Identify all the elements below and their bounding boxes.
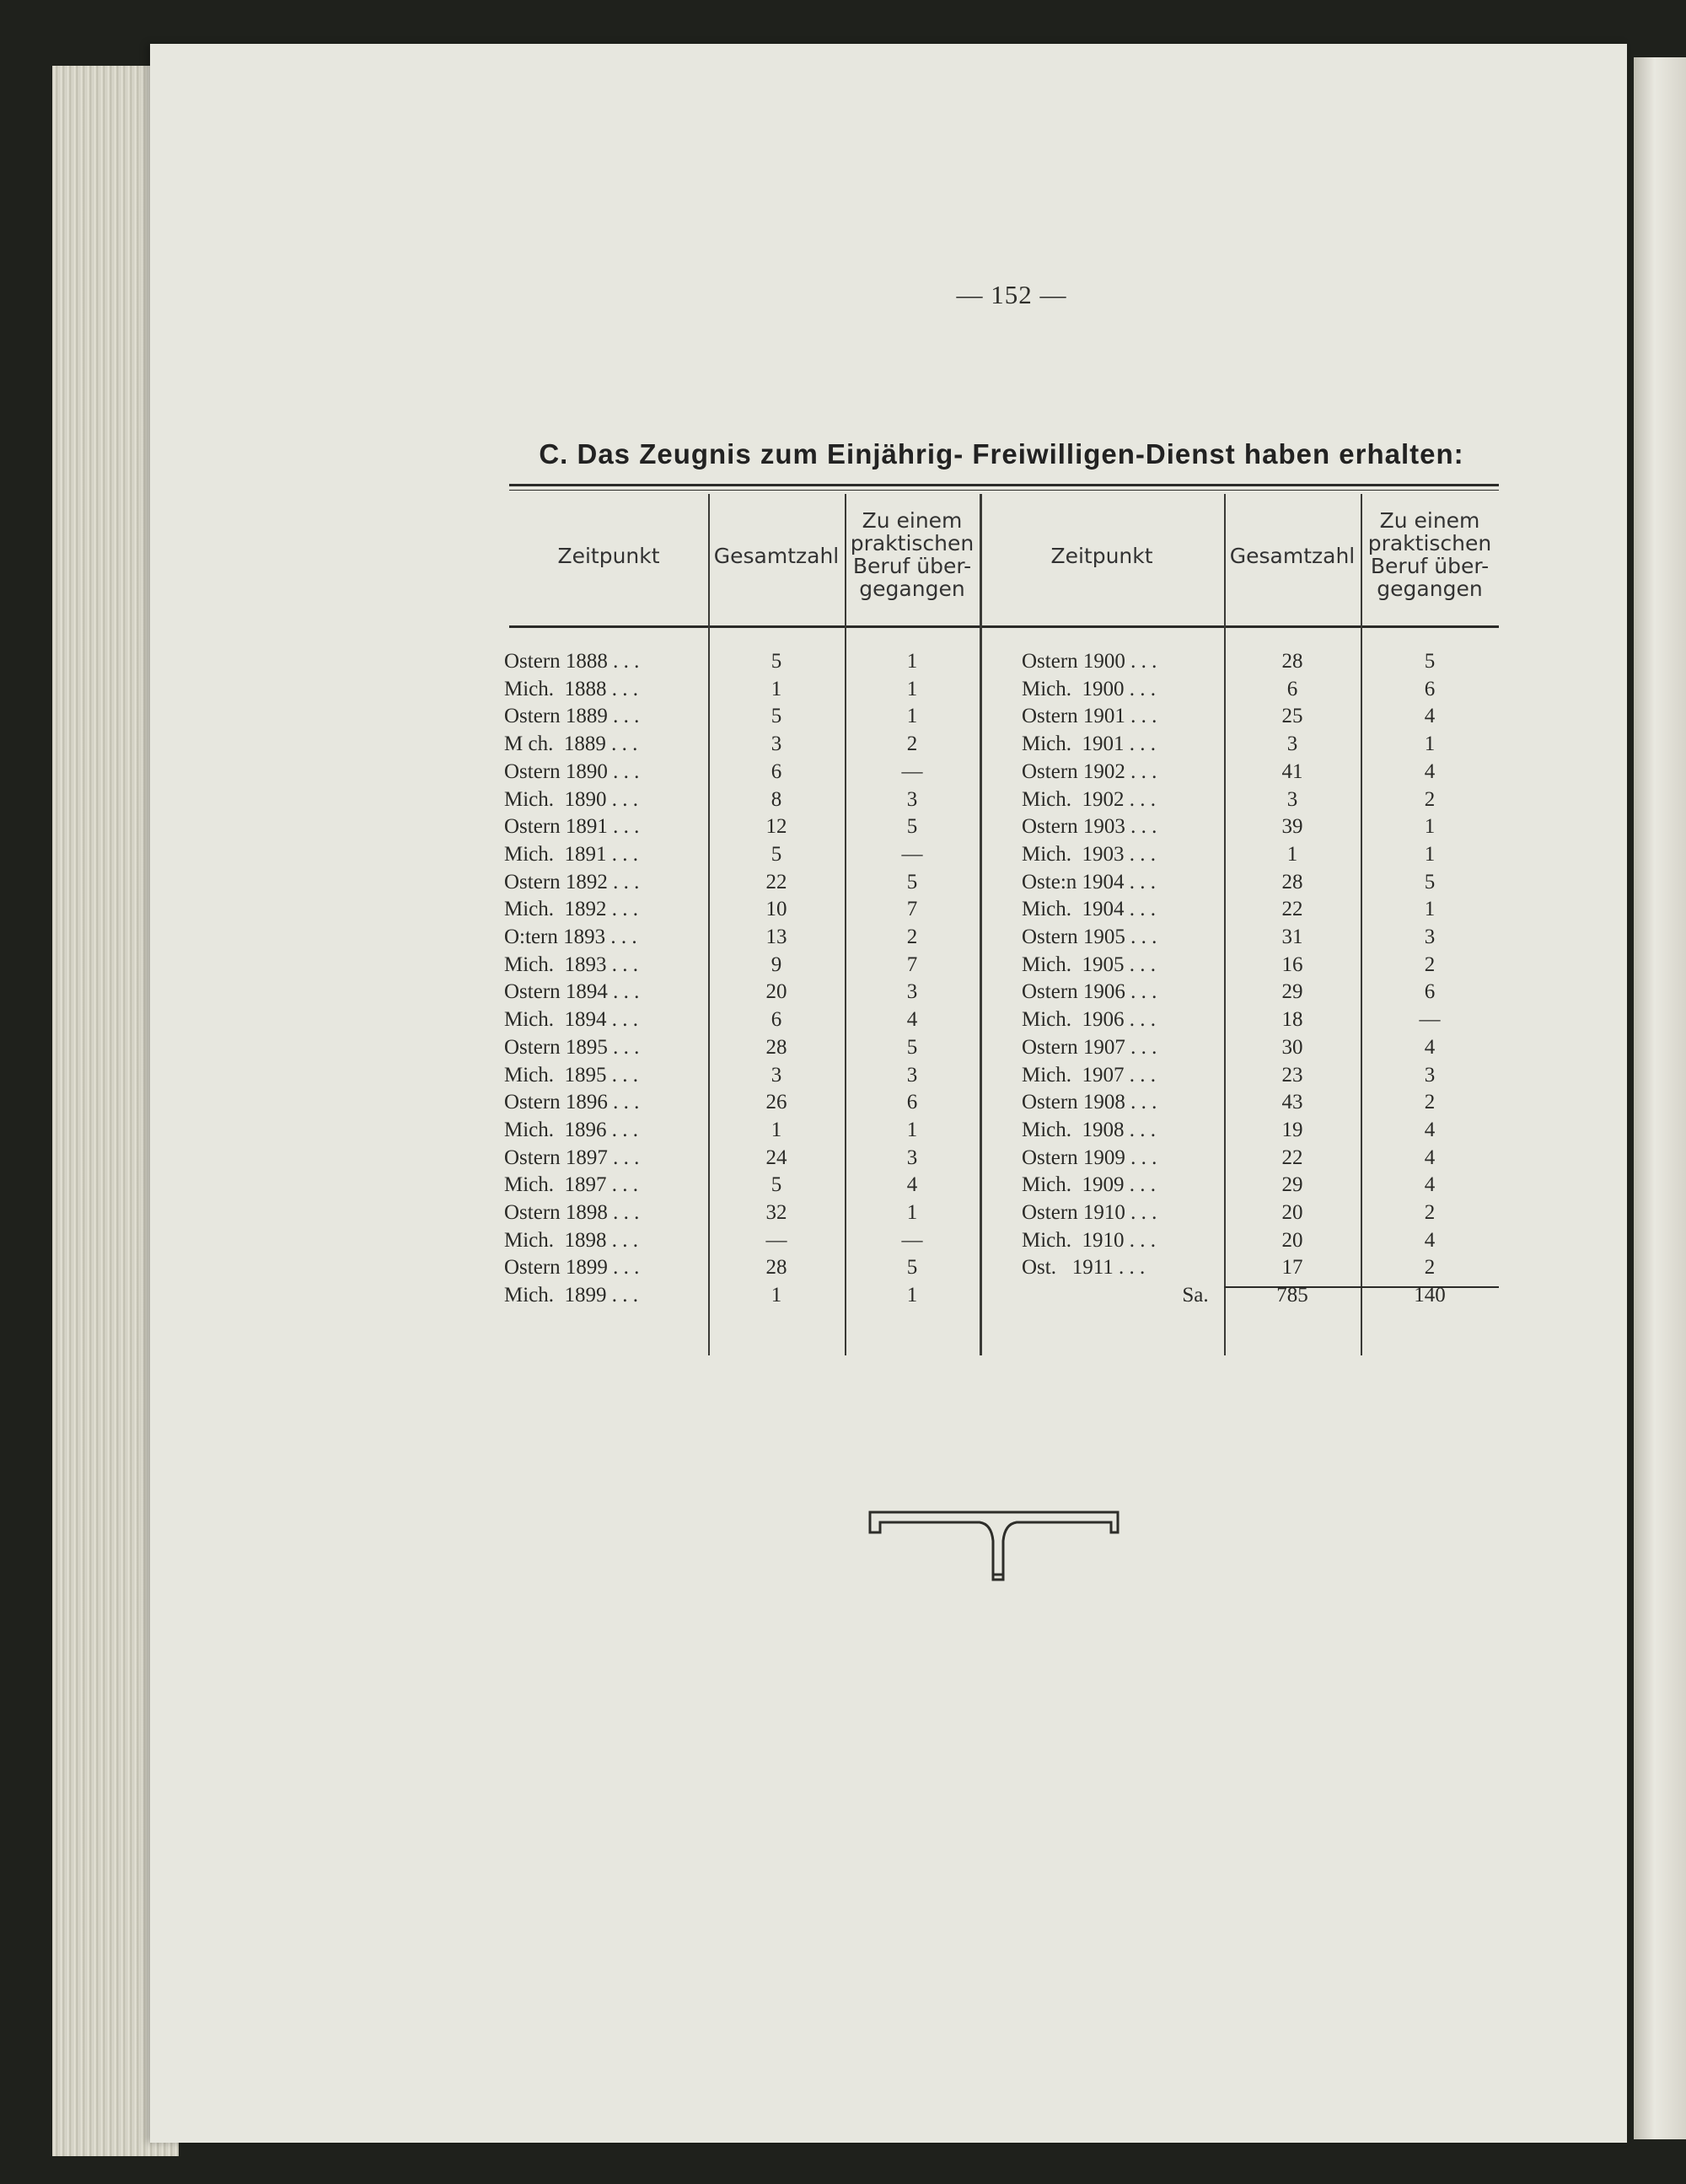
row-gesamtzahl: 31 (1281, 926, 1303, 948)
header-beruf-line: Zu einem (1379, 508, 1480, 533)
row-zeitpunkt: Mich. 1902 . . . (1022, 787, 1157, 811)
row-gesamtzahl: 26 (765, 1091, 787, 1114)
row-gesamtzahl: 3 (1286, 787, 1298, 811)
row-beruf: 2 (906, 732, 918, 756)
row-gesamtzahl: 1 (771, 677, 782, 700)
row-beruf: 1 (1424, 815, 1436, 839)
row-zeitpunkt: Mich. 1904 . . . (1022, 898, 1157, 921)
row-zeitpunkt: O:tern 1893 . . . (504, 926, 637, 948)
row-gesamtzahl: 5 (771, 1173, 782, 1197)
row-gesamtzahl: 23 (1281, 1063, 1303, 1087)
row-gesamtzahl: 3 (771, 732, 782, 756)
row-zeitpunkt: Ostern 1906 . . . (1022, 980, 1157, 1004)
header-gesamtzahl-right: Gesamtzahl (1229, 544, 1356, 568)
row-zeitpunkt: Mich. 1897 . . . (504, 1173, 639, 1197)
row-zeitpunkt: Ostern 1903 . . . (1022, 815, 1157, 839)
row-zeitpunkt: Mich. 1909 . . . (1022, 1173, 1157, 1197)
row-zeitpunkt: Ostern 1896 . . . (504, 1091, 640, 1114)
row-zeitpunkt: Ostern 1902 . . . (1022, 759, 1157, 783)
row-beruf: 4 (1424, 1146, 1436, 1169)
section-title: C. Das Zeugnis zum Einjährig- Freiwilligen-Dienst haben erhalten: (539, 438, 1464, 470)
row-beruf: 4 (1424, 759, 1436, 783)
header-beruf-line: gegangen (1377, 577, 1483, 601)
row-gesamtzahl: 20 (765, 980, 787, 1004)
header-beruf-right (1361, 509, 1499, 600)
header-bottom-rule (509, 625, 1499, 628)
total-label: Sa. (1182, 1284, 1209, 1307)
row-zeitpunkt: Ostern 1900 . . . (1022, 650, 1157, 673)
row-gesamtzahl: 5 (771, 650, 782, 673)
row-gesamtzahl: 9 (771, 952, 782, 976)
row-gesamtzahl: 5 (771, 705, 782, 728)
header-beruf-line: Beruf über- (852, 554, 972, 578)
row-zeitpunkt: Ostern 1890 . . . (504, 759, 640, 783)
row-zeitpunkt: Mich. 1905 . . . (1022, 952, 1157, 976)
row-gesamtzahl: 19 (1281, 1118, 1303, 1141)
row-beruf: 4 (906, 1008, 918, 1032)
row-gesamtzahl: 22 (1281, 1146, 1303, 1169)
row-beruf: 3 (906, 980, 918, 1004)
table-top-rule-thin (509, 490, 1499, 491)
row-beruf: 1 (1424, 732, 1436, 756)
row-beruf: — (901, 759, 923, 783)
row-zeitpunkt: Ostern 1899 . . . (504, 1256, 640, 1280)
header-beruf-left (845, 509, 980, 600)
row-gesamtzahl: 1 (771, 1118, 782, 1141)
header-zeitpunkt-right: Zeitpunkt (1050, 544, 1153, 568)
row-zeitpunkt: Ostern 1895 . . . (504, 1035, 640, 1059)
row-gesamtzahl: 1 (1286, 842, 1298, 866)
row-beruf: 1 (1424, 898, 1436, 921)
row-gesamtzahl: — (765, 1228, 787, 1252)
row-gesamtzahl: 28 (765, 1256, 787, 1280)
row-zeitpunkt: Ost. 1911 . . . (1022, 1256, 1146, 1280)
row-zeitpunkt: Mich. 1895 . . . (504, 1063, 639, 1087)
row-gesamtzahl: 28 (765, 1035, 787, 1059)
row-beruf: — (901, 1228, 923, 1252)
row-beruf: 4 (1424, 1228, 1436, 1252)
ornament-icon (868, 1507, 1130, 1583)
row-beruf: — (901, 842, 923, 866)
page-number: — 152 — (956, 280, 1067, 309)
row-zeitpunkt: Mich. 1898 . . . (504, 1228, 639, 1252)
row-zeitpunkt: M ch. 1889 . . . (504, 732, 638, 756)
header-zeitpunkt-left: Zeitpunkt (557, 544, 660, 568)
row-zeitpunkt: Ostern 1910 . . . (1022, 1201, 1157, 1224)
row-beruf: 2 (906, 926, 918, 948)
row-gesamtzahl: 29 (1281, 980, 1303, 1004)
row-gesamtzahl: 3 (771, 1063, 782, 1087)
header-beruf-line: Beruf über- (1370, 554, 1490, 578)
row-gesamtzahl: 1 (771, 1284, 782, 1307)
row-gesamtzahl: 32 (765, 1201, 787, 1224)
row-zeitpunkt: Ostern 1892 . . . (504, 870, 640, 893)
row-beruf: 6 (1424, 980, 1436, 1004)
row-gesamtzahl: 41 (1281, 759, 1303, 783)
row-zeitpunkt: Mich. 1893 . . . (504, 952, 639, 976)
row-beruf: 1 (906, 1118, 918, 1141)
row-gesamtzahl: 28 (1281, 870, 1303, 893)
row-gesamtzahl: 10 (765, 898, 787, 921)
row-zeitpunkt: Mich. 1900 . . . (1022, 677, 1157, 700)
header-beruf-line: gegangen (859, 577, 965, 601)
row-gesamtzahl: 20 (1281, 1228, 1303, 1252)
row-gesamtzahl: 24 (765, 1146, 787, 1169)
header-beruf-line: praktischen (1367, 531, 1492, 555)
row-zeitpunkt: Ostern 1909 . . . (1022, 1146, 1157, 1169)
row-beruf: 4 (1424, 705, 1436, 728)
row-gesamtzahl: 20 (1281, 1201, 1303, 1224)
row-zeitpunkt: Ostern 1908 . . . (1022, 1091, 1157, 1114)
row-beruf: 4 (1424, 1035, 1436, 1059)
row-beruf: 3 (906, 1146, 918, 1169)
row-gesamtzahl: 6 (771, 1008, 782, 1032)
row-beruf: 5 (1424, 650, 1436, 673)
header-beruf-line: Zu einem (862, 508, 963, 533)
row-zeitpunkt: Ostern 1907 . . . (1022, 1035, 1157, 1059)
row-beruf: 1 (906, 1284, 918, 1307)
row-beruf: 3 (1424, 926, 1436, 948)
row-zeitpunkt: Mich. 1906 . . . (1022, 1008, 1157, 1032)
row-gesamtzahl: 5 (771, 842, 782, 866)
row-zeitpunkt: Ostern 1894 . . . (504, 980, 640, 1004)
row-beruf: 6 (1424, 677, 1436, 700)
row-beruf: — (1419, 1008, 1441, 1032)
row-gesamtzahl: 22 (1281, 898, 1303, 921)
row-zeitpunkt: Mich. 1892 . . . (504, 898, 639, 921)
row-zeitpunkt: Mich. 1908 . . . (1022, 1118, 1157, 1141)
row-beruf: 1 (906, 650, 918, 673)
row-gesamtzahl: 39 (1281, 815, 1303, 839)
row-gesamtzahl: 43 (1281, 1091, 1303, 1114)
row-zeitpunkt: Mich. 1901 . . . (1022, 732, 1157, 756)
row-zeitpunkt: Mich. 1891 . . . (504, 842, 639, 866)
total-gesamtzahl: 785 (1276, 1284, 1308, 1307)
row-gesamtzahl: 17 (1281, 1256, 1303, 1280)
header-gesamtzahl-left: Gesamtzahl (713, 544, 840, 568)
row-beruf: 6 (906, 1091, 918, 1114)
table-top-rule (509, 484, 1499, 486)
row-beruf: 4 (1424, 1173, 1436, 1197)
row-zeitpunkt: Mich. 1907 . . . (1022, 1063, 1157, 1087)
row-gesamtzahl: 12 (765, 815, 787, 839)
row-beruf: 2 (1424, 787, 1436, 811)
row-gesamtzahl: 22 (765, 870, 787, 893)
row-beruf: 1 (906, 677, 918, 700)
row-zeitpunkt: Ostern 1897 . . . (504, 1146, 640, 1169)
row-beruf: 5 (1424, 870, 1436, 893)
row-gesamtzahl: 3 (1286, 732, 1298, 756)
row-beruf: 5 (906, 1256, 918, 1280)
row-zeitpunkt: Mich. 1894 . . . (504, 1008, 639, 1032)
row-zeitpunkt: Mich. 1910 . . . (1022, 1228, 1157, 1252)
row-gesamtzahl: 8 (771, 787, 782, 811)
row-zeitpunkt: Ostern 1889 . . . (504, 705, 640, 728)
row-beruf: 3 (1424, 1063, 1436, 1087)
row-zeitpunkt: Ostern 1898 . . . (504, 1201, 640, 1224)
row-zeitpunkt: Mich. 1899 . . . (504, 1284, 639, 1307)
row-zeitpunkt: Mich. 1903 . . . (1022, 842, 1157, 866)
total-beruf: 140 (1414, 1284, 1446, 1307)
header-beruf-line: praktischen (850, 531, 975, 555)
row-zeitpunkt: Mich. 1890 . . . (504, 787, 639, 811)
row-beruf: 2 (1424, 952, 1436, 976)
row-beruf: 3 (906, 787, 918, 811)
statistics-table (504, 484, 1499, 1357)
column-divider-center (980, 494, 982, 1355)
row-zeitpunkt: Mich. 1896 . . . (504, 1118, 639, 1141)
row-gesamtzahl: 6 (1286, 677, 1298, 700)
row-zeitpunkt: Ostern 1905 . . . (1022, 926, 1157, 948)
row-beruf: 4 (1424, 1118, 1436, 1141)
row-zeitpunkt: Ostern 1901 . . . (1022, 705, 1157, 728)
row-beruf: 7 (906, 952, 918, 976)
row-gesamtzahl: 29 (1281, 1173, 1303, 1197)
row-gesamtzahl: 16 (1281, 952, 1303, 976)
row-beruf: 7 (906, 898, 918, 921)
row-gesamtzahl: 25 (1281, 705, 1303, 728)
next-page-edge (1634, 57, 1686, 2139)
row-beruf: 3 (906, 1063, 918, 1087)
row-beruf: 1 (906, 705, 918, 728)
row-beruf: 5 (906, 870, 918, 893)
row-beruf: 2 (1424, 1201, 1436, 1224)
row-zeitpunkt: Ostern 1888 . . . (504, 650, 640, 673)
row-zeitpunkt: Mich. 1888 . . . (504, 677, 639, 700)
row-beruf: 2 (1424, 1256, 1436, 1280)
row-beruf: 1 (906, 1201, 918, 1224)
row-beruf: 4 (906, 1173, 918, 1197)
row-zeitpunkt: Oste:n 1904 . . . (1022, 870, 1157, 893)
row-zeitpunkt: Ostern 1891 . . . (504, 815, 640, 839)
row-beruf: 2 (1424, 1091, 1436, 1114)
row-gesamtzahl: 28 (1281, 650, 1303, 673)
row-beruf: 5 (906, 815, 918, 839)
row-gesamtzahl: 13 (765, 926, 787, 948)
row-gesamtzahl: 6 (771, 759, 782, 783)
row-beruf: 5 (906, 1035, 918, 1059)
row-beruf: 1 (1424, 842, 1436, 866)
row-gesamtzahl: 30 (1281, 1035, 1303, 1059)
row-gesamtzahl: 18 (1281, 1008, 1303, 1032)
